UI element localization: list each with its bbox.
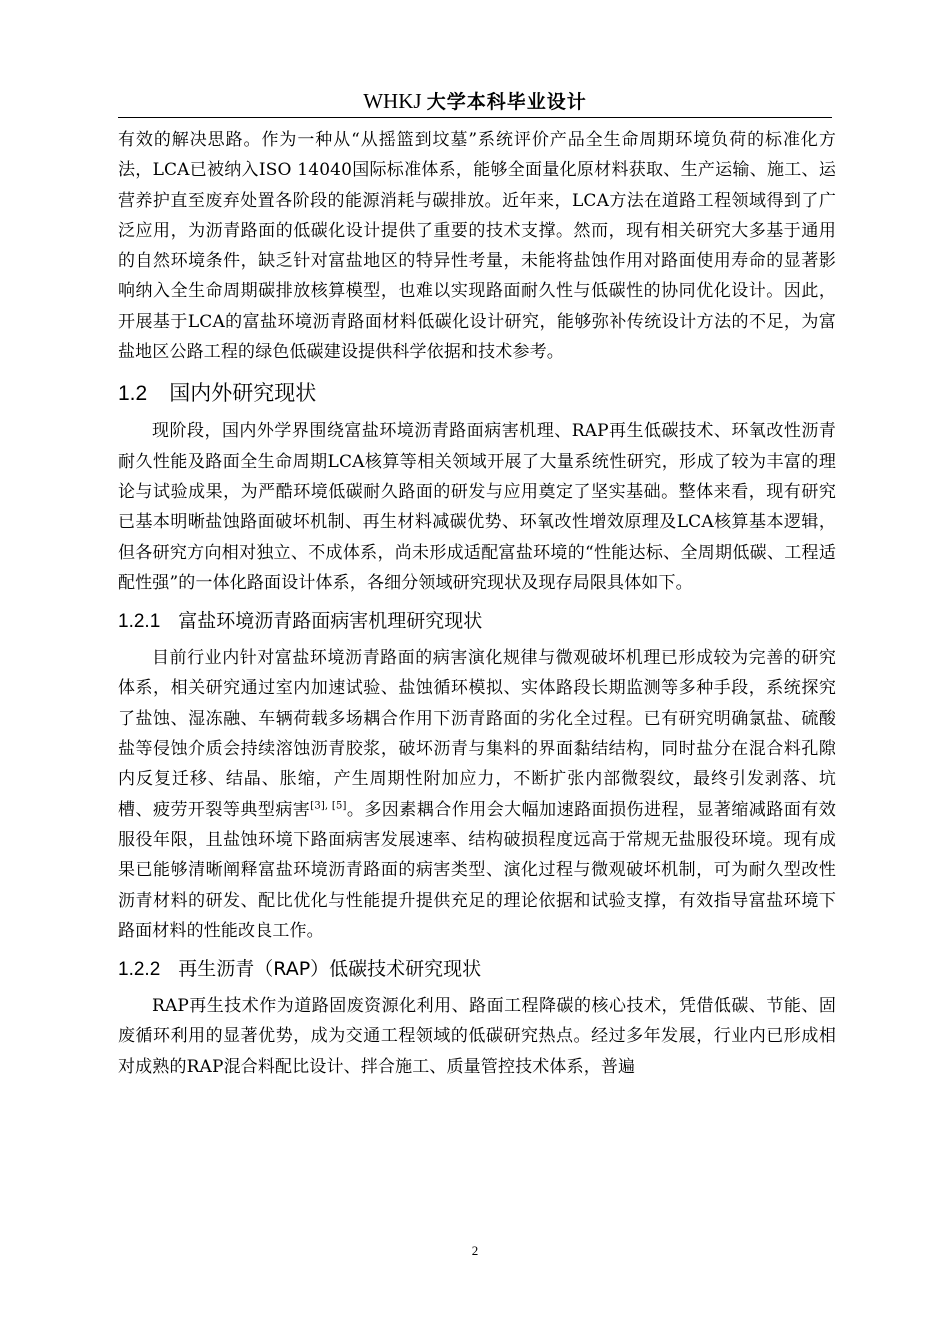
page-number: 2 (471, 1243, 479, 1258)
section-title: 国内外研究现状 (169, 381, 317, 406)
header-title: 大学本科毕业设计 (426, 91, 587, 113)
subsection-number: 1.2.2 (118, 959, 161, 981)
section-1-2-1-paragraph (118, 643, 836, 946)
header-rule (118, 117, 832, 118)
paragraph-text-part-b: 。多因素耦合作用会大幅加速路面损伤进程，显著缩减路面有效服役年限，且盐蚀环境下路面病害发展速率、结构破损程度远高于常规无盐服役环境。现有成果已能够清晰阐释富盐环境沥青路面的病害类型、演化过程与微观破坏机制，可为耐久型改性沥青材料的研发、配比优化与性能提升提供充足的理论依据和试验支撑，有效指导富盐环境下路面材料的性能改良工作。 (118, 799, 836, 941)
header-prefix: WHKJ (363, 89, 422, 113)
section-1-2-2-paragraph: RAP再生技术作为道路固废资源化利用、路面工程降碳的核心技术，凭借低碳、节能、固废循环利用的显著优势，成为交通工程领域的低碳研究热点。经过多年发展，行业内已形成相对成熟的RAP混合料配比设计、拌合施工、质量管控技术体系，普遍 (118, 996, 836, 1077)
section-1-2-paragraph: 现阶段，国内外学界围绕富盐环境沥青路面病害机理、RAP再生低碳技术、环氧改性沥青耐久性能及路面全生命周期LCA核算等相关领域开展了大量系统性研究，形成了较为丰富的理论与试验成果，为严酷环境低碳耐久路面的研发与应用奠定了坚实基础。整体来看，现有研究已基本明晰盐蚀路面破坏机制、再生材料减碳优势、环氧改性增效原理及LCA核算基本逻辑，但各研究方向相对独立、不成体系，尚未形成适配富盐环境的“性能达标、全周期低碳、工程适配性强”的一体化路面设计体系，各细分领域研究现状及现存局限具体如下。 (118, 421, 836, 593)
section-heading-1-2-2 (118, 954, 836, 985)
running-header (118, 86, 832, 117)
intro-paragraph: 有效的解决思路。作为一种从“从摇篮到坟墓”系统评价产品全生命周期环境负荷的标准化方法，LCA已被纳入ISO 14040国际标准体系，能够全面量化原材料获取、生产运输、施工、运营养护直至废弃处置各阶段的能源消耗与碳排放。近年来，LCA方法在道路工程领域得到了广泛应用，为沥青路面的低碳化设计提供了重要的技术支撑。然而，现有相关研究大多基于通用的自然环境条件，缺乏针对富盐地区的特异性考量，未能将盐蚀作用对路面使用寿命的显著影响纳入全生命周期碳排放核算模型，也难以实现路面耐久性与低碳性的协同优化设计。因此，开展基于LCA的富盐环境沥青路面材料低碳化设计研究，能够弥补传统设计方法的不足，为富盐地区公路工程的绿色低碳建设提供科学依据和技术参考。 (118, 130, 836, 363)
citation-reference[interactable]: [3], [5] (310, 799, 347, 811)
page-body (118, 125, 836, 1082)
section-heading-1-2 (118, 377, 836, 410)
subsection-title: 再生沥青（RAP）低碳技术研究现状 (178, 958, 482, 981)
subsection-number: 1.2.1 (118, 611, 161, 633)
section-heading-1-2-1 (118, 606, 836, 637)
subsection-title: 富盐环境沥青路面病害机理研究现状 (178, 610, 483, 633)
paragraph-text-part-a: 目前行业内针对富盐环境沥青路面的病害演化规律与微观破坏机理已形成较为完善的研究体系，相关研究通过室内加速试验、盐蚀循环模拟、实体路段长期监测等多种手段，系统探究了盐蚀、湿冻融、车辆荷载多场耦合作用下沥青路面的劣化全过程。已有研究明确氯盐、硫酸盐等侵蚀介质会持续溶蚀沥青胶浆，破坏沥青与集料的界面黏结结构，同时盐分在混合料孔隙内反复迁移、结晶、胀缩，产生周期性附加应力，不断扩张内部微裂纹，最终引发剥落、坑槽、疲劳开裂等典型病害 (118, 648, 836, 820)
section-number: 1.2 (118, 382, 148, 406)
